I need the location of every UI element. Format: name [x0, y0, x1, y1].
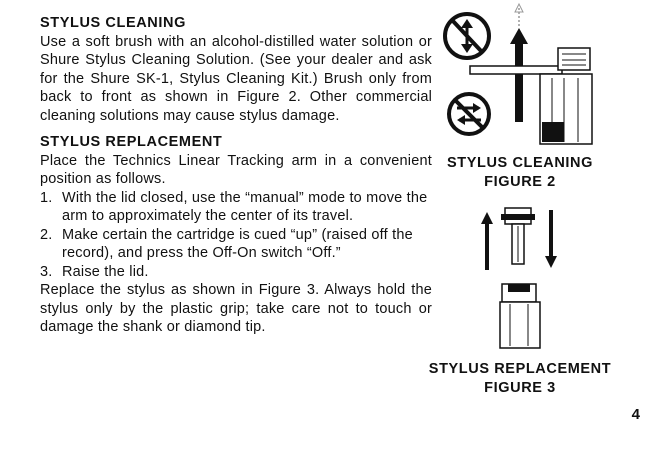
figure-3-caption	[420, 360, 620, 398]
step-item	[40, 263, 432, 282]
step-text: With the lid closed, use the “manual” mode to move the arm to approximately the center of its travel.	[62, 189, 428, 224]
cleaning-heading: STYLUS CLEANING	[40, 15, 186, 31]
text-column	[40, 14, 432, 345]
no-vertical-brush-icon	[445, 14, 489, 58]
step-item	[40, 226, 432, 263]
figure-2-illustration	[440, 2, 600, 150]
brush-direction-arrow-icon	[510, 28, 528, 122]
figure-3-illustration	[470, 200, 570, 352]
step-item	[40, 189, 432, 226]
step-text: Raise the lid.	[62, 263, 149, 280]
cleaning-section	[40, 14, 432, 125]
replacement-heading: STYLUS REPLACEMENT	[40, 134, 223, 150]
figure-2-label: FIGURE 2	[484, 174, 556, 190]
cleaning-body: Use a soft brush with an alcohol-distilled water solution or Shure Stylus Cleaning Solution. (See your dealer and ask for the Shure SK-1, Stylus Cleaning Kit.) Brush only from back to front as shown in Figure 2. Other commercial cleaning solutions may cause stylus damage.	[40, 33, 432, 124]
faint-up-arrow-icon	[515, 4, 523, 28]
page-number: 4	[631, 406, 640, 423]
replacement-section	[40, 133, 432, 337]
stylus-grip-icon	[501, 208, 535, 264]
replacement-steps	[40, 189, 432, 282]
figure-3-title: STYLUS REPLACEMENT	[428, 361, 612, 377]
step-number: 3.	[40, 263, 53, 280]
no-sideways-brush-icon	[449, 94, 489, 134]
figure-2-caption	[440, 154, 600, 192]
replacement-intro: Place the Technics Linear Tracking arm in a convenient position as follows.	[40, 152, 432, 187]
step-text: Make certain the cartridge is cued “up” (raised off the record), and press the Off-On switch “Off.”	[62, 226, 413, 261]
cartridge-with-brush-icon	[470, 48, 592, 144]
cartridge-body-icon	[500, 284, 540, 348]
figure-2-title: STYLUS CLEANING	[447, 155, 593, 171]
step-number: 2.	[40, 226, 53, 243]
up-arrow-icon	[481, 212, 493, 270]
figure-3-label: FIGURE 3	[484, 380, 556, 396]
replacement-closing: Replace the stylus as shown in Figure 3. Always hold the stylus only by the plastic grip; take care not to touch or damage the shank or diamond tip.	[40, 282, 432, 335]
step-number: 1.	[40, 189, 53, 206]
down-arrow-icon	[545, 210, 557, 268]
